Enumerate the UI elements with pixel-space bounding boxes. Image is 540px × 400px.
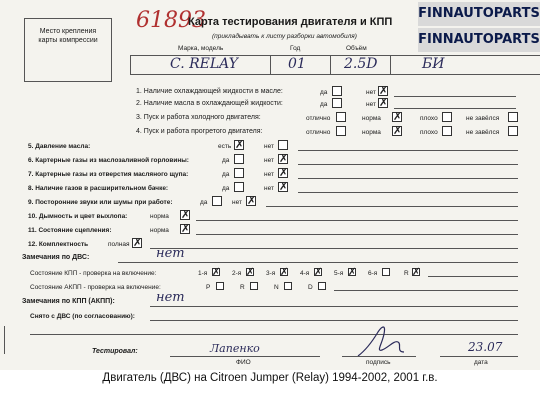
gear-n: N xyxy=(274,284,279,291)
date-label: дата xyxy=(474,359,488,366)
check-mark: ✗ xyxy=(133,236,143,249)
gearbox-remarks-hand: нет xyxy=(156,290,185,305)
year-value: 01 xyxy=(288,56,306,72)
t10-normal: норма xyxy=(150,213,169,220)
test-9-label: 9. Посторонние звуки или шумы при работе: xyxy=(28,199,173,206)
t4-not-started: не завёлся xyxy=(466,129,500,136)
t11-normal: норма xyxy=(150,227,169,234)
t4-excellent: отлично xyxy=(306,129,331,136)
t8-yes: да xyxy=(222,185,230,192)
test-6-label: 6. Картерные газы из маслозаливной горловины: xyxy=(28,157,189,164)
handwritten-card-number: 61893 xyxy=(136,8,206,33)
gear-d-box[interactable] xyxy=(318,282,326,290)
header-model: Марка, модель xyxy=(178,45,224,52)
header-year: Год xyxy=(290,45,301,52)
t4-normal: норма xyxy=(362,129,381,136)
test-8-label: 8. Наличие газов в расширительном бачке: xyxy=(28,185,169,192)
t1-no: нет xyxy=(366,89,376,96)
t8-no: нет xyxy=(264,185,274,192)
gearbox-remarks-label: Замечания по КПП (АКПП): xyxy=(22,298,115,305)
gear-at-r: R xyxy=(240,284,245,291)
gear-p-box[interactable] xyxy=(216,282,224,290)
gearbox-mt-label: Состояние КПП - проверка на включение: xyxy=(30,270,157,277)
compression-card-mount-box xyxy=(24,18,112,82)
extra-value: БИ xyxy=(422,56,445,72)
tested-label: Тестировал: xyxy=(92,348,138,355)
check-mark: ✗ xyxy=(246,267,255,278)
gear-3: 3-я xyxy=(266,270,276,277)
finnautoparts-logo-2: FINNAUTOPARTS xyxy=(418,28,540,52)
check-mark: ✗ xyxy=(279,152,289,165)
header-volume: Объём xyxy=(346,45,367,52)
fio-hand: Лапенко xyxy=(210,342,260,355)
t3-not-started: не завёлся xyxy=(466,115,500,122)
t2-yes-box[interactable] xyxy=(332,98,342,108)
gear-1: 1-я xyxy=(198,270,208,277)
check-mark: ✗ xyxy=(279,180,289,193)
t3-bad-box[interactable] xyxy=(442,112,452,122)
check-mark: ✗ xyxy=(379,84,389,97)
t3-excellent-box[interactable] xyxy=(336,112,346,122)
t8-yes-box[interactable] xyxy=(234,182,244,192)
removed-label: Снято с ДВС (по согласованию): xyxy=(30,313,135,320)
t4-bad: плохо xyxy=(420,129,438,136)
engine-remarks-label: Замечания по ДВС: xyxy=(22,254,90,261)
gear-6-box[interactable] xyxy=(382,268,390,276)
gear-at-r-box[interactable] xyxy=(250,282,258,290)
check-mark: ✗ xyxy=(348,267,357,278)
signature xyxy=(356,322,408,360)
test-1-label: 1. Наличие охлаждающей жидкости в масле: xyxy=(136,88,283,95)
t6-yes-box[interactable] xyxy=(234,154,244,164)
check-mark: ✗ xyxy=(279,166,289,179)
t9-yes: да xyxy=(200,199,208,206)
sign-label: подпись xyxy=(366,359,391,366)
gear-5: 5-я xyxy=(334,270,344,277)
check-mark: ✗ xyxy=(235,138,245,151)
gear-6: 6-я xyxy=(368,270,378,277)
test-2-label: 2. Наличие масла в охлаждающей жидкости: xyxy=(136,100,283,107)
check-mark: ✗ xyxy=(379,96,389,109)
check-mark: ✗ xyxy=(314,267,323,278)
t5-present: есть xyxy=(218,143,232,150)
gearbox-at-label: Состояние АКПП - проверка на включение: xyxy=(30,284,161,291)
test-12-label: 12. Комплектность xyxy=(28,241,89,248)
gear-d: D xyxy=(308,284,313,291)
t12-full: полная xyxy=(108,241,130,248)
t9-yes-box[interactable] xyxy=(212,196,222,206)
t5-no-box[interactable] xyxy=(278,140,288,150)
t4-bad-box[interactable] xyxy=(442,126,452,136)
gear-p: P xyxy=(206,284,211,291)
check-mark: ✗ xyxy=(247,194,257,207)
t1-yes-box[interactable] xyxy=(332,86,342,96)
gear-r: R xyxy=(404,270,409,277)
test-7-label: 7. Картерные газы из отверстия масляного щупа: xyxy=(28,171,189,178)
t4-excellent-box[interactable] xyxy=(336,126,346,136)
check-mark: ✗ xyxy=(181,222,191,235)
fio-label: ФИО xyxy=(236,359,251,366)
t1-yes: да xyxy=(320,89,328,96)
t2-no: нет xyxy=(366,101,376,108)
t2-yes: да xyxy=(320,101,328,108)
t4-not-started-box[interactable] xyxy=(508,126,518,136)
gear-n-box[interactable] xyxy=(284,282,292,290)
test-5-label: 5. Давление масла: xyxy=(28,143,91,150)
t3-not-started-box[interactable] xyxy=(508,112,518,122)
t6-no: нет xyxy=(264,157,274,164)
t5-no: нет xyxy=(264,143,274,150)
t3-excellent: отлично xyxy=(306,115,331,122)
t3-bad: плохо xyxy=(420,115,438,122)
engine-remarks-hand: нет xyxy=(156,246,185,261)
t7-yes-box[interactable] xyxy=(234,168,244,178)
date-hand: 23.07 xyxy=(468,340,503,354)
check-mark: ✗ xyxy=(212,267,221,278)
volume-value: 2.5D xyxy=(344,56,378,72)
t7-yes: да xyxy=(222,171,230,178)
check-mark: ✗ xyxy=(412,267,421,278)
check-mark: ✗ xyxy=(393,124,403,137)
t9-no: нет xyxy=(232,199,242,206)
photo-caption: Двигатель (ДВС) на Citroen Jumper (Relay) 1994-2002, 2001 г.в. xyxy=(102,372,438,384)
gear-4: 4-я xyxy=(300,270,310,277)
t6-yes: да xyxy=(222,157,230,164)
check-mark: ✗ xyxy=(393,110,403,123)
t7-no: нет xyxy=(264,171,274,178)
card-subtitle: (прикладывать к листу разборки автомобиля) xyxy=(212,33,357,40)
test-11-label: 11. Состояние сцепления: xyxy=(28,227,112,234)
card-title: Карта тестирования двигателя и КПП xyxy=(188,16,393,28)
gear-2: 2-я xyxy=(232,270,242,277)
mount-label: Место крепления карты компрессии xyxy=(38,28,98,44)
model-value: C. RELAY xyxy=(170,56,238,72)
test-4-label: 4. Пуск и работа прогретого двигателя: xyxy=(136,128,263,135)
check-mark: ✗ xyxy=(280,267,289,278)
finnautoparts-logo: FINNAUTOPARTS xyxy=(418,2,540,26)
test-10-label: 10. Дымность и цвет выхлопа: xyxy=(28,213,128,220)
check-mark: ✗ xyxy=(181,208,191,221)
t3-normal: норма xyxy=(362,115,381,122)
test-3-label: 3. Пуск и работа холодного двигателя: xyxy=(136,114,261,121)
